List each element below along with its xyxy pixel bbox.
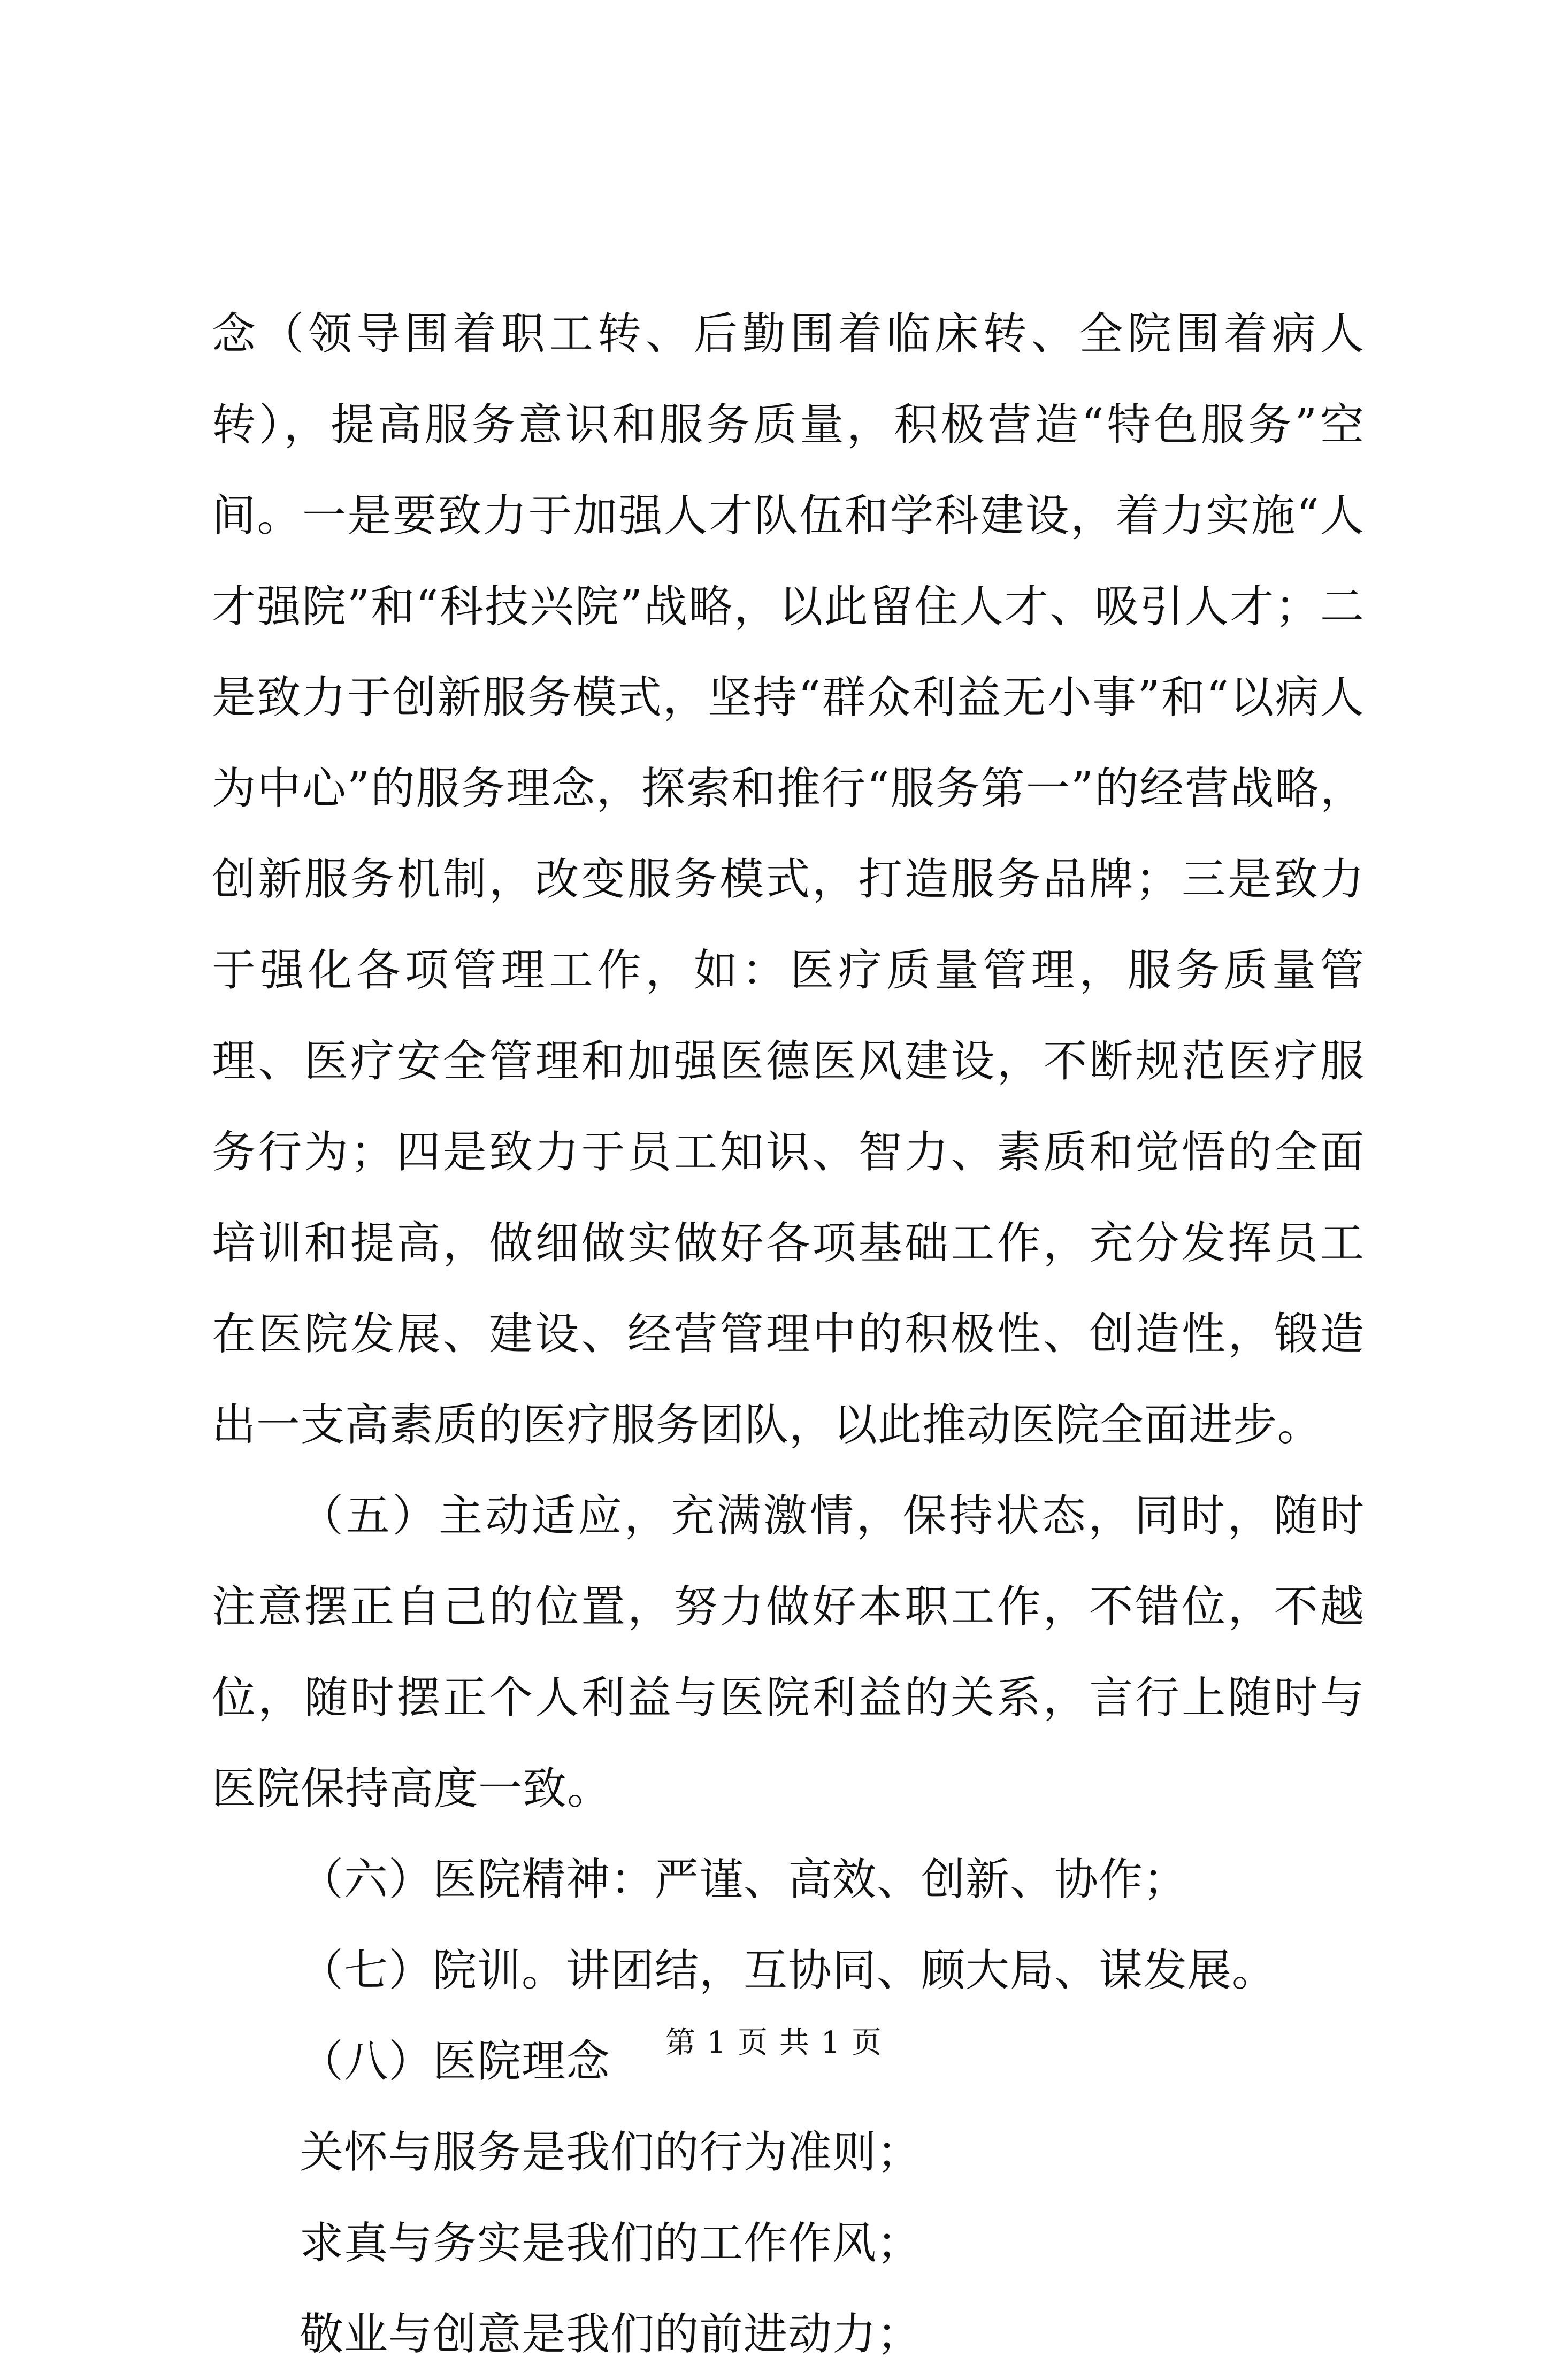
paragraph-continuation: 念（领导围着职工转、后勤围着临床转、全院围着病人转），提高服务意识和服务质量，积极营造“特色服务”空间。一是要致力于加强人才队伍和学科建设，着力实施“人才强院”和“科技兴院”战略，以此留住人才、吸引人才；二是致力于创新服务模式，坚持“群众利益无小事”和“以病人为中心”的服务理念，探索和推行“服务第一”的经营战略，创新服务机制，改变服务模式，打造服务品牌；三是致力于强化各项管理工作，如：医疗质量管理，服务质量管理、医疗安全管理和加强医德医风建设，不断规范医疗服务行为；四是致力于员工知识、智力、素质和觉悟的全面培训和提高，做细做实做好各项基础工作，充分发挥员工在医院发展、建设、经营管理中的积极性、创造性，锻造出一支高素质的医疗服务团队，以此推动医院全面进步。 — [212, 309, 1365, 1450]
line-item-6: （六）医院精神：严谨、高效、创新、协作； — [300, 1854, 1188, 1905]
page-footer — [0, 2024, 1548, 2062]
line-idea-1: 关怀与服务是我们的行为准则； — [300, 2127, 922, 2178]
line-idea-2: 求真与务实是我们的工作作风； — [300, 2218, 922, 2269]
paragraph-item-5: （五）主动适应，充满激情，保持状态，同时，随时注意摆正自己的位置，努力做好本职工作，不错位，不越位，随时摆正个人利益与医院利益的关系，言行上随时与医院保持高度一致。 — [212, 1491, 1365, 1814]
line-idea-3: 敬业与创意是我们的前进动力； — [300, 2309, 922, 2360]
line-item-8: （八）医院理念 — [300, 2036, 611, 2087]
page-number-label: 第 1 页 共 1 页 — [665, 2025, 883, 2060]
document-body — [212, 289, 1365, 2380]
line-item-7: （七）院训。讲团结，互协同、顾大局、谋发展。 — [300, 1945, 1277, 1996]
